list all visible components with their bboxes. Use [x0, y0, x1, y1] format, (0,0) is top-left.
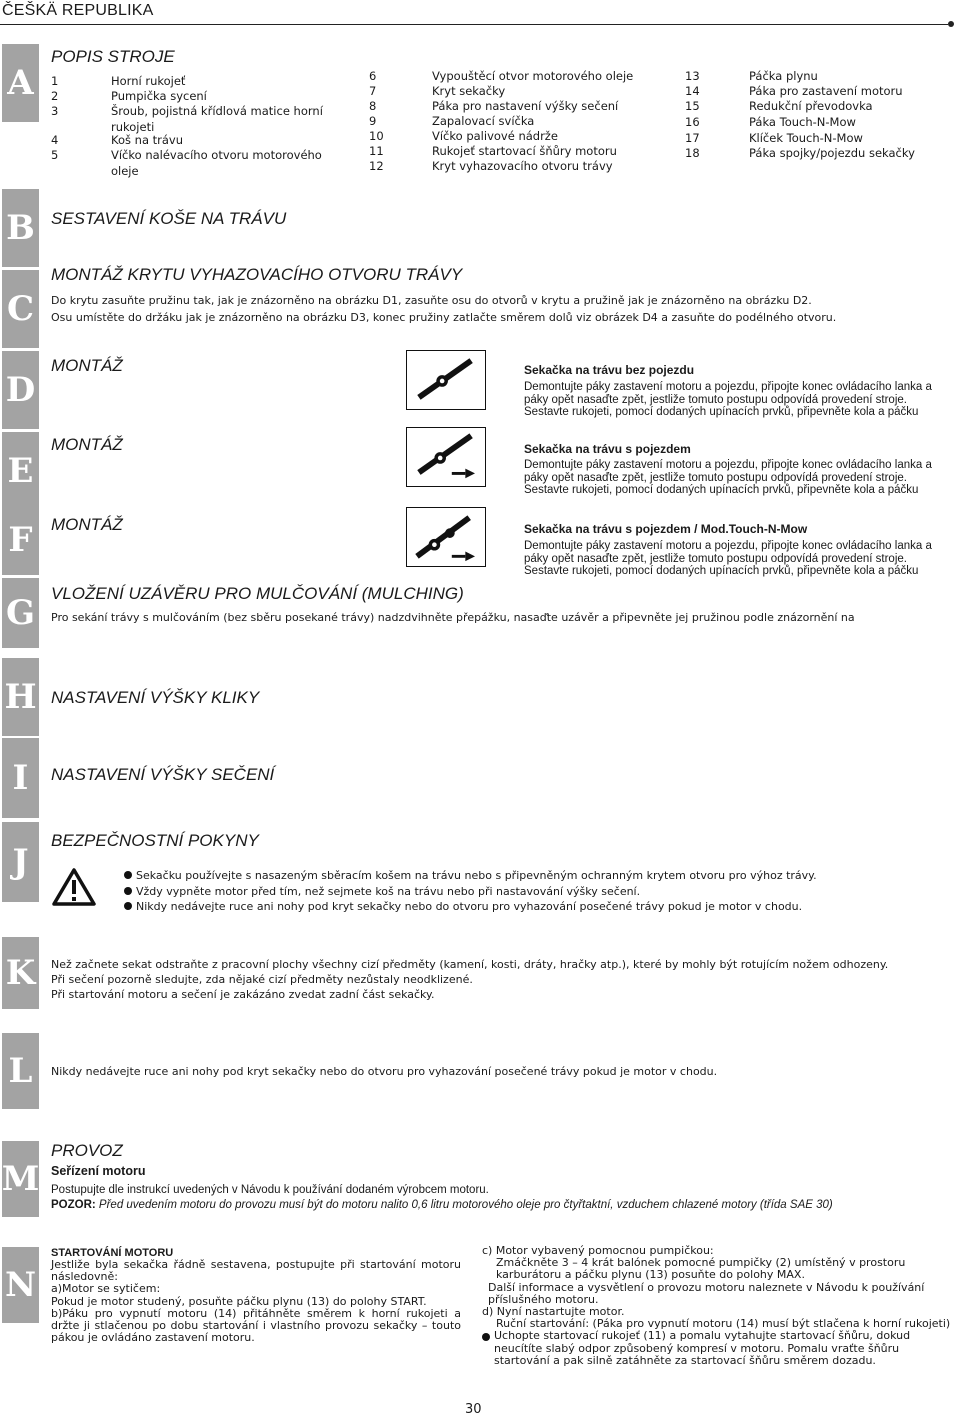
- tab-k: K: [2, 937, 39, 1009]
- tab-b: B: [2, 189, 39, 267]
- section-m-subheading: Seřízení motoru: [51, 1164, 146, 1178]
- section-e-paragraph-1: Demontujte páky zastavení motoru a pojezdu, připojte konec ovládacího lanka a páky opět nasaďte zpět, jestliže tomuto postupu odpovídá provedení stroje.: [524, 459, 932, 484]
- part-number: 13: [685, 69, 700, 83]
- section-m-heading: PROVOZ: [51, 1141, 123, 1160]
- section-n-item-d-title: d) Nyní nastartujte motor.: [482, 1305, 625, 1319]
- part-label: Kryt sekačky: [432, 84, 506, 98]
- safety-bullet: Vždy vypněte motor před tím, než sejmete koš na trávu nebo při nastavování výšky sečení.: [124, 884, 954, 900]
- section-n-item-c-title: c) Motor vybavený pomocnou pumpičkou:: [482, 1244, 714, 1257]
- section-c-line-2: Osu umístěte do držáku jak je znázorněno na obrázku D3, konec pružiny zatlačte směrem dolů viz obrázek D4 a zasuňte do podélného otvoru.: [51, 311, 837, 324]
- part-number: 18: [685, 146, 700, 160]
- tab-d: D: [2, 351, 39, 429]
- section-f-paragraph-1: Demontujte páky zastavení motoru a pojezdu, připojte konec ovládacího lanka a páky opět nasaďte zpět, jestliže tomuto postupu odpovídá provedení stroje.: [524, 540, 932, 565]
- section-n-item-c-text: Zmáčkněte 3 – 4 krát balónek pomocné pumpičky (2) umístěný v prostoru karburátoru a páčku plynu (13) posuňte do polohy MAX.: [496, 1256, 906, 1282]
- handle-lever-icon: [406, 350, 486, 410]
- part-label: Víčko palivové nádrže: [432, 129, 558, 143]
- part-number: 7: [369, 84, 377, 98]
- section-d-heading: MONTÁŽ: [51, 356, 123, 375]
- tab-f: F: [2, 505, 39, 575]
- warning-icon: [52, 868, 96, 906]
- part-label: Klíček Touch-N-Mow: [749, 131, 863, 145]
- part-number: 5: [51, 148, 59, 162]
- tab-i: I: [2, 738, 39, 818]
- section-a-heading: POPIS STROJE: [51, 47, 175, 66]
- part-number: 15: [685, 99, 700, 113]
- header-rule-dot: [948, 21, 954, 27]
- section-n-item-a-text: Pokud je motor studený, posuňte páčku plynu (13) do polohy START.: [51, 1294, 427, 1308]
- section-f-paragraph-2: Sestavte rukojeti, pomocí dodaných upínacích prvků, připevněte kola a páčku: [524, 565, 919, 577]
- part-label: Páka pro zastavení motoru: [749, 84, 903, 98]
- section-l-text: Nikdy nedávejte ruce ani nohy pod kryt sekačky nebo do otvoru pro vyhazování posečené trávy pokud je motor v chodu.: [51, 1065, 718, 1078]
- tab-j: J: [2, 822, 39, 902]
- part-label: Redukční převodovka: [749, 99, 873, 113]
- part-label: Vypouštěcí otvor motorového oleje: [432, 69, 634, 83]
- section-n-right-column: [482, 1245, 952, 1367]
- part-number: 17: [685, 131, 700, 145]
- page-header: [0, 0, 960, 24]
- part-label: Páka Touch-N-Mow: [749, 115, 856, 129]
- section-f-subtitle: Sekačka na trávu s pojezdem / Mod.Touch-N-Mow: [524, 522, 808, 536]
- section-n-item-d-text: Ruční startování: (Páka pro vypnutí motoru (14) musí být stlačena k horní rukojeti): [496, 1317, 951, 1331]
- section-d-paragraph-1: Demontujte páky zastavení motoru a pojezdu, připojte konec ovládacího lanka a páky opět nasaďte zpět, jestliže tomuto postupu odpovídá provedení stroje.: [524, 381, 932, 406]
- section-i-heading: NASTAVENÍ VÝŠKY SEČENÍ: [51, 765, 275, 784]
- part-number: 10: [369, 129, 384, 143]
- tab-a: A: [2, 44, 39, 122]
- section-c-line-1: Do krytu zasuňte pružinu tak, jak je znázorněno na obrázku D1, zasuňte osu do otvorů v krytu a pružině jak je znázorněno na obrázku D2.: [51, 294, 812, 307]
- section-m-text: Postupujte dle instrukcí uvedených v Návodu k používání dodaném výrobcem motoru.: [51, 1184, 489, 1196]
- section-e-subtitle: Sekačka na trávu s pojezdem: [524, 442, 691, 456]
- section-h-heading: NASTAVENÍ VÝŠKY KLIKY: [51, 688, 260, 707]
- safety-bullet: Nikdy nedávejte ruce ani nohy pod kryt sekačky nebo do otvoru pro vyhazování posečené trávy pokud je motor v chodu.: [124, 899, 954, 915]
- section-e-paragraph-2: Sestavte rukojeti, pomocí dodaných upínacích prvků, připevněte kola a páčku: [524, 484, 919, 496]
- section-k-line-3: Při startování motoru a sečení je zakázáno zvedat zadní část sekačky.: [51, 988, 435, 1001]
- country-title: ČEŠKÄ REPUBLIKA: [2, 2, 154, 19]
- section-c-heading: MONTÁŽ KRYTU VYHAZOVACÍHO OTVORU TRÁVY: [51, 265, 463, 284]
- section-e-heading: MONTÁŽ: [51, 435, 123, 454]
- tab-e: E: [2, 432, 39, 510]
- header-rule: [0, 24, 948, 25]
- section-d-subtitle: Sekačka na trávu bez pojezdu: [524, 363, 695, 377]
- part-number: 16: [685, 115, 700, 129]
- section-n-bullet: Uchopte startovací rukojeť (11) a pomalu vytahujte startovací šňůru, dokud neucítíte slabý odpor způsobený kompresí v motoru. Pomalu vraťte šňůru startování a pak silně zatáhněte za startovací šňůru směrem dozadu.: [482, 1330, 952, 1367]
- section-j-heading: BEZPEČNOSTNÍ POKYNY: [51, 831, 259, 850]
- section-n-heading: STARTOVÁNÍ MOTORU: [51, 1247, 174, 1259]
- section-m-warning: [51, 1198, 956, 1212]
- part-label: Rukojeť startovací šňůry motoru: [432, 144, 617, 158]
- tab-c: C: [2, 270, 39, 348]
- part-label: Páka pro nastavení výšky sečení: [432, 99, 619, 113]
- part-label: Pumpička sycení: [111, 89, 207, 103]
- part-number: 11: [369, 144, 384, 158]
- part-label: Šroub, pojistná křídlová matice horní rukojeti: [111, 104, 323, 134]
- part-label: Zapalovací svíčka: [432, 114, 535, 128]
- safety-bullet-list: [124, 868, 954, 915]
- tab-h: H: [2, 658, 39, 736]
- section-b-heading: SESTAVENÍ KOŠE NA TRÁVU: [51, 209, 287, 228]
- part-label: Kryt vyhazovacího otvoru trávy: [432, 159, 613, 173]
- part-number: 4: [51, 133, 59, 147]
- section-g-heading: VLOŽENÍ UZÁVĚRU PRO MULČOVÁNÍ (MULCHING): [51, 584, 464, 603]
- tab-g: G: [2, 578, 39, 648]
- tab-l: L: [2, 1033, 39, 1109]
- tab-m: M: [2, 1141, 39, 1217]
- drive-lever-icon: [406, 427, 486, 487]
- section-n-item-a-title: a)Motor se sytičem:: [51, 1282, 161, 1296]
- part-number: 2: [51, 89, 59, 103]
- part-number: 6: [369, 69, 377, 83]
- section-n-intro: Jestliže byla sekačka řádně sestavena, postupujte při startování motoru následovně:: [51, 1258, 461, 1284]
- part-label: Koš na trávu: [111, 133, 184, 147]
- warning-label: POZOR:: [51, 1199, 96, 1211]
- part-label: Páčka plynu: [749, 69, 818, 83]
- section-k-line-1: Než začnete sekat odstraňte z pracovní plochy všechny cizí předměty (kamení, kosti, dráty, hračky atp.), které by mohly být rotujícím nožem odhozeny.: [51, 958, 889, 971]
- section-n-left-column: [51, 1259, 461, 1344]
- section-d-paragraph-2: Sestavte rukojeti, pomocí dodaných upínacích prvků, připevněte kola a páčku: [524, 406, 919, 418]
- section-n-bullet-list: [482, 1330, 952, 1367]
- section-k-line-2: Při sečení pozorně sledujte, zda nějaké cizí předměty nezůstaly neodklizené.: [51, 973, 473, 986]
- section-f-heading: MONTÁŽ: [51, 515, 123, 534]
- warning-text: Před uvedením motoru do provozu musí být do motoru nalito 0,6 litru motorového oleje pro čtyřtaktní, vzduchem chlazené motory (třída SAE 30): [95, 1199, 833, 1211]
- section-n-item-c-note: Další informace a vysvětlení o provozu motoru naleznete v Návodu k používání příslušného motoru.: [488, 1280, 925, 1306]
- part-number: 9: [369, 114, 377, 128]
- part-number: 3: [51, 104, 59, 118]
- part-label: Páka spojky/pojezdu sekačky: [749, 146, 915, 160]
- part-number: 1: [51, 74, 59, 88]
- section-g-text: Pro sekání trávy s mulčováním (bez sběru posekané trávy) nadzdvihněte přepážku, nasaďte uzávěr a připevněte jej pružinou podle znázornění na: [51, 611, 855, 624]
- tab-n: N: [2, 1247, 39, 1323]
- page-number: 30: [465, 1402, 482, 1415]
- part-label: Víčko nalévacího otvoru motorového oleje: [111, 148, 322, 178]
- part-number: 12: [369, 159, 384, 173]
- part-number: 8: [369, 99, 377, 113]
- part-number: 14: [685, 84, 700, 98]
- part-label: Horní rukojeť: [111, 74, 186, 88]
- section-n-item-b-text: b)Páku pro vypnutí motoru (14) přitáhněte směrem k horní rukojeti a držte ji stlačenou po dobu startování i vlastního provozu sekačky – touto pákou je ovládáno zastavení motoru.: [51, 1306, 461, 1345]
- safety-bullet: Sekačku používejte s nasazeným sběracím košem na trávu nebo s připevněným ochranným krytem otvoru pro výhoz trávy.: [124, 868, 954, 884]
- touch-n-mow-lever-icon: [406, 507, 486, 567]
